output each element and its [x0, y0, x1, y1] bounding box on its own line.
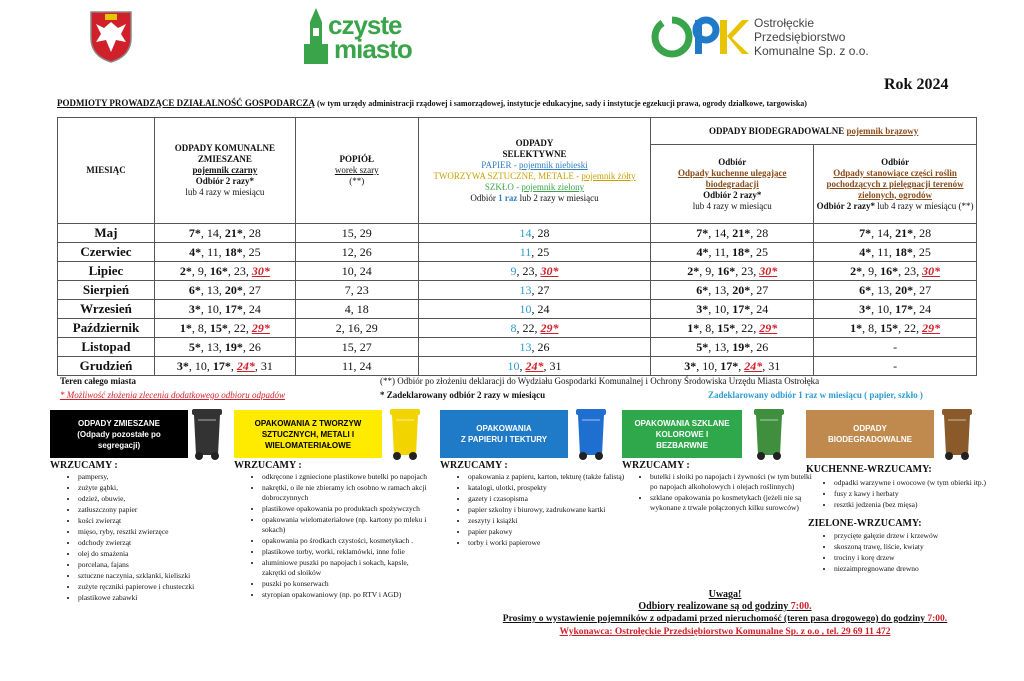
ash-cell: 15, 27: [295, 338, 418, 357]
selective-cell: 11, 25: [418, 243, 651, 262]
ash-cell: 11, 24: [295, 357, 418, 376]
list-item: • katalogi, ulotki, prospekty: [468, 483, 628, 493]
list-item: • pampersy,: [78, 472, 208, 482]
selective-cell: 10, 24*, 31: [418, 357, 651, 376]
bio-kitchen-cell: 1*, 8, 15*, 22, 29*: [651, 319, 814, 338]
ash-cell: 10, 24: [295, 262, 418, 281]
wrzucamy-heading-green: ZIELONE-WRZUCAMY:: [808, 518, 922, 529]
mixed-cell: 1*, 8, 15*, 22, 29*: [154, 319, 295, 338]
list-item: • olej do smażenia: [78, 549, 208, 559]
bio-kitchen-cell: 2*, 9, 16*, 23, 30*: [651, 262, 814, 281]
uwaga-title: Uwaga!: [708, 589, 742, 600]
category-label-0: ODPADY ZMIESZANE (Odpady pozostałe po segregacji): [50, 410, 188, 458]
mixed-cell: 4*, 11, 18*, 25: [154, 243, 295, 262]
list-item: • gazety i czasopisma: [468, 494, 628, 504]
list-item: • puszki po konserwach: [262, 579, 432, 589]
bio-green-cell: 7*, 14, 21*, 28: [814, 224, 977, 243]
bio-green-cell: 6*, 13, 20*, 27: [814, 281, 977, 300]
list-item: • kości zwierząt: [78, 516, 208, 526]
bio-green-cell: -: [814, 338, 977, 357]
list-item: • plastikowe zabawki: [78, 593, 208, 603]
note-ash: (**) Odbiór po złożeniu deklaracji do Wydziału Gospodarki Komunalnej i Ochrony Środowiska Urzędu Miasta Ostrołęka: [380, 376, 820, 386]
note-possibility: * Możliwość złożenia zlecenia dodatkowego odbioru odpadów: [60, 390, 285, 400]
selective-cell: 13, 27: [418, 281, 651, 300]
waste-bin-icon: [574, 405, 608, 461]
bio-kitchen-cell: 4*, 11, 18*, 25: [651, 243, 814, 262]
table-row: [58, 357, 977, 376]
table-row: [58, 319, 977, 338]
selective-cell: 13, 26: [418, 338, 651, 357]
waste-bin-icon: [752, 405, 786, 461]
table-row: [58, 243, 977, 262]
header-bio-green: Odbiór Odpady stanowiące części roślin pochodzących z pielęgnacji terenów zielonych, ogrodów Odbiór 2 razy* lub 4 razy w miesiącu (**): [814, 145, 977, 224]
list-item: • zużyte ręczniki papierowe i chusteczki: [78, 582, 208, 592]
waste-bin-icon: [388, 405, 422, 461]
table-row: [58, 262, 977, 281]
list-item: • zatłuszczony papier: [78, 505, 208, 515]
list-item: • trociny i korę drzew: [834, 553, 1004, 563]
selective-cell: 8, 22, 29*: [418, 319, 651, 338]
header-month: MIESIĄC: [58, 118, 155, 224]
list-item: • opakowania po środkach czystości, kosmetykach .: [262, 536, 432, 546]
bio-kitchen-cell: 3*, 10, 17*, 24*, 31: [651, 357, 814, 376]
mixed-cell: 7*, 14, 21*, 28: [154, 224, 295, 243]
schedule-table: [57, 117, 977, 376]
bio-kitchen-cell: 6*, 13, 20*, 27: [651, 281, 814, 300]
wrzucamy-heading: WRZUCAMY :: [440, 460, 508, 471]
list-item: • porcelana, fajans: [78, 560, 208, 570]
list-item: • torby i worki papierowe: [468, 538, 628, 548]
list-item: • opakowania z papieru, karton, tekturę (także falistą): [468, 472, 628, 482]
list-item: • niezaimpregnowane drewno: [834, 564, 1004, 574]
mixed-cell: 2*, 9, 16*, 23, 30*: [154, 262, 295, 281]
ash-cell: 4, 18: [295, 300, 418, 319]
list-item: • zużyte gąbki,: [78, 483, 208, 493]
category-label-1: OPAKOWANIA Z TWORZYW SZTUCZNYCH, METALI I WIELOMATERIAŁOWE: [234, 410, 382, 458]
header-bio-kitchen: Odbiór Odpady kuchenne ulegające biodegradacji Odbiór 2 razy* lub 4 razy w miesiącu: [651, 145, 814, 224]
bio-green-cell: 2*, 9, 16*, 23, 30*: [814, 262, 977, 281]
waste-bin-icon: [940, 405, 974, 461]
list-item: • odchody zwierząt: [78, 538, 208, 548]
list-item: • odzież, obuwie,: [78, 494, 208, 504]
note-declared: * Zadeklarowany odbiór 2 razy w miesiącu: [380, 390, 546, 400]
town-hall-icon: [302, 8, 330, 68]
header-bio: ODPADY BIODEGRADOWALNE pojemnik brązowy: [651, 118, 977, 145]
accepted-items-list: [62, 472, 208, 604]
table-header-row-1: [58, 118, 977, 145]
opk-company-name: Ostrołęckie Przedsiębiorstwo Komunalne Sp. z o.o.: [754, 16, 869, 58]
header-ash: POPIÓŁ worek szary (**): [295, 118, 418, 224]
month-cell: Wrzesień: [58, 300, 155, 319]
ash-cell: 7, 23: [295, 281, 418, 300]
month-cell: Sierpień: [58, 281, 155, 300]
table-row: [58, 281, 977, 300]
list-item: • odpadki warzywne i owocowe (w tym obierki itp.): [834, 478, 999, 488]
mixed-cell: 5*, 13, 19*, 26: [154, 338, 295, 357]
list-item: • plastikowe torby, worki, reklamówki, inne folie: [262, 547, 432, 557]
mixed-cell: 3*, 10, 17*, 24: [154, 300, 295, 319]
table-row: [58, 224, 977, 243]
category-label-4: ODPADY BIODEGRADOWALNE: [806, 410, 934, 458]
bio-green-cell: 1*, 8, 15*, 22, 29*: [814, 319, 977, 338]
footer-line-1: Odbiory realizowane są od godziny 7:00.: [638, 601, 812, 612]
footer-contractor: Wykonawca: Ostrołęckie Przedsiębiorstwo Komunalne Sp. z o.o , tel. 29 69 11 472: [559, 627, 891, 637]
footer-line-2: Prosimy o wystawienie pojemników z odpadami przed nieruchomość (teren pasa drogowego) do godziny 7:00.: [502, 614, 948, 624]
month-cell: Maj: [58, 224, 155, 243]
list-item: • aluminiowe puszki po napojach i sokach, kapsle, zakrętki od słoików: [262, 558, 432, 578]
logo-miasto-text: miasto: [334, 34, 412, 64]
recycle-opk-icon: [650, 12, 750, 62]
bio-kitchen-cell: 5*, 13, 19*, 26: [651, 338, 814, 357]
page-heading: PODMIOTY PROWADZĄCE DZIAŁALNOŚĆ GOSPODARCZĄ (w tym urzędy administracji rządowej i samorządowej, instytucje edukacyjne, sady i instytucje egzekucji prawa, ogrody działkowe, targowiska): [57, 98, 807, 108]
note-declared-once: Zadeklarowany odbiór 1 raz w miesiącu ( papier, szkło ): [708, 390, 923, 400]
mixed-cell: 3*, 10, 17*, 24*, 31: [154, 357, 295, 376]
category-label-3: OPAKOWANIA SZKLANE KOLOROWE I BEZBARWNE: [622, 410, 742, 458]
accepted-items-list: [246, 472, 432, 601]
waste-bin-icon: [190, 405, 224, 461]
month-cell: Październik: [58, 319, 155, 338]
bio-kitchen-cell: 7*, 14, 21*, 28: [651, 224, 814, 243]
month-cell: Listopad: [58, 338, 155, 357]
accepted-items-list: [452, 472, 628, 549]
header-selective: ODPADY SELEKTYWNE PAPIER - pojemnik niebieski TWORZYWA SZTUCZNE, METALE - pojemnik żółty SZKŁO - pojemnik zielony Odbiór 1 raz lub 2 razy w miesiącu: [418, 118, 651, 224]
accepted-items-list: [634, 472, 815, 514]
list-item: • styropian opakowaniowy (np. po RTV i AGD): [262, 590, 432, 600]
wrzucamy-heading: WRZUCAMY :: [50, 460, 118, 471]
note-area: Teren całego miasta: [60, 376, 136, 386]
wrzucamy-heading: WRZUCAMY :: [622, 460, 690, 471]
accepted-items-list-green: [818, 531, 1004, 575]
mixed-cell: 6*, 13, 20*, 27: [154, 281, 295, 300]
wrzucamy-heading: WRZUCAMY :: [234, 460, 302, 471]
month-cell: Grudzień: [58, 357, 155, 376]
schedule-body: [58, 224, 977, 376]
list-item: • opakowania wielomateriałowe (np. kartony po mleku i sokach): [262, 515, 432, 535]
czyste-miasto-logo: [302, 8, 424, 68]
list-item: • odkręcone i zgniecione plastikowe butelki po napojach: [262, 472, 432, 482]
list-item: • papier szkolny i biurowy, zadrukowane kartki: [468, 505, 628, 515]
month-cell: Lipiec: [58, 262, 155, 281]
list-item: • szklane opakowania po kosmetykach (jeżeli nie są wykonane z trwale połączonych kilku surowców): [650, 493, 815, 513]
selective-cell: 14, 28: [418, 224, 651, 243]
ash-cell: 12, 26: [295, 243, 418, 262]
header-mixed: ODPADY KOMUNALNE ZMIESZANE pojemnik czarny Odbiór 2 razy* lub 4 razy w miesiącu: [154, 118, 295, 224]
ash-cell: 15, 29: [295, 224, 418, 243]
selective-cell: 9, 23, 30*: [418, 262, 651, 281]
list-item: • plastikowe opakowania po produktach spożywczych: [262, 504, 432, 514]
list-item: • skoszoną trawę, liście, kwiaty: [834, 542, 1004, 552]
table-row: [58, 300, 977, 319]
list-item: • resztki jedzenia (bez mięsa): [834, 500, 999, 510]
category-label-2: OPAKOWANIA Z PAPIERU I TEKTURY: [440, 410, 568, 458]
table-row: [58, 338, 977, 357]
bio-green-cell: 4*, 11, 18*, 25: [814, 243, 977, 262]
year-label: Rok 2024: [884, 76, 949, 93]
selective-cell: 10, 24: [418, 300, 651, 319]
accepted-items-list: [818, 478, 999, 511]
logo-czyste-text: czyste: [328, 10, 402, 40]
list-item: • mięso, ryby, resztki zwierzęce: [78, 527, 208, 537]
list-item: • nakrętki, o ile nie zbieramy ich osobno w ramach akcji dobroczynnych: [262, 483, 432, 503]
bio-green-cell: 3*, 10, 17*, 24: [814, 300, 977, 319]
list-item: • papier pakowy: [468, 527, 628, 537]
list-item: • sztuczne naczynia, szklanki, kieliszki: [78, 571, 208, 581]
month-cell: Czerwiec: [58, 243, 155, 262]
bio-kitchen-cell: 3*, 10, 17*, 24: [651, 300, 814, 319]
list-item: • przycięte gałęzie drzew i krzewów: [834, 531, 1004, 541]
city-crest-logo: [88, 8, 134, 64]
list-item: • zeszyty i książki: [468, 516, 628, 526]
list-item: • butelki i słoiki po napojach i żywności (w tym butelki po napojach alkoholowych i olejach roślinnych): [650, 472, 815, 492]
opk-logo: [650, 12, 880, 62]
ash-cell: 2, 16, 29: [295, 319, 418, 338]
list-item: • fusy z kawy i herbaty: [834, 489, 999, 499]
wrzucamy-heading: KUCHENNE-WRZUCAMY:: [806, 464, 932, 475]
bio-green-cell: -: [814, 357, 977, 376]
